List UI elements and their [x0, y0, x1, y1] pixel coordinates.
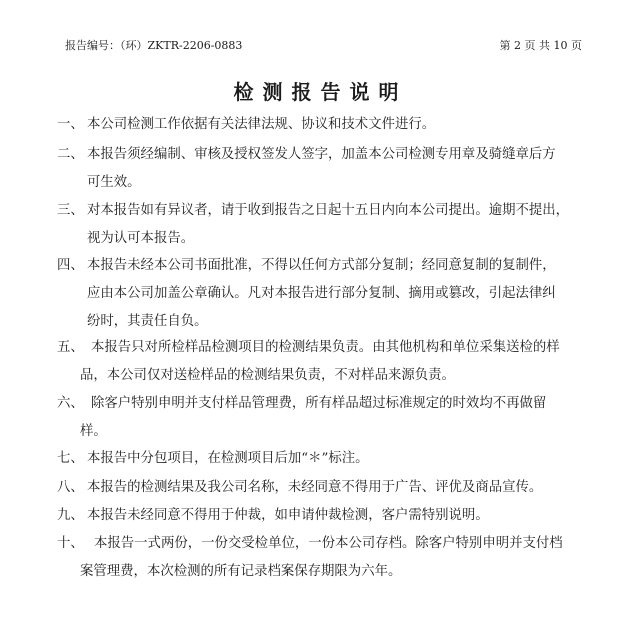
document-title: 检测报告说明: [233, 80, 408, 104]
item-number: 十、: [57, 536, 84, 551]
item-number: 三、: [57, 203, 84, 218]
item-text: 应由本公司加盖公章确认。凡对本报告进行部分复制、摘用或篡改，引起法律纠: [87, 286, 556, 301]
item-text: 可生效。: [87, 175, 141, 190]
item-number: 二、: [57, 147, 84, 162]
item-number: 九、: [57, 508, 84, 523]
item-number: 七、: [57, 451, 84, 466]
item-number: 八、: [57, 480, 84, 495]
item-text: 本报告一式两份，一份交受检单位，一份本公司存档。除客户特别申明并支付档: [94, 536, 563, 551]
item-text: 品，本公司仅对送检样品的检测结果负责，不对样品来源负责。: [80, 368, 455, 383]
item-text: 本报告只对所检样品检测项目的检测结果负责。由其他机构和单位采集送检的样: [91, 340, 560, 355]
item-text: 纷时，其责任自负。: [87, 314, 208, 329]
item-number: 四、: [57, 258, 84, 273]
item-number: 五、: [57, 340, 84, 355]
item-text: 本报告须经编制、审核及授权签发人签字，加盖本公司检测专用章及骑缝章后方: [87, 147, 556, 162]
item-text: 本报告未经本公司书面批准，不得以任何方式部分复制；经同意复制的复制件，: [87, 258, 556, 273]
item-number: 六、: [57, 396, 84, 411]
item-text: 对本报告如有异议者，请于收到报告之日起十五日内向本公司提出。逾期不提出，: [87, 203, 570, 218]
item-text: 本报告未经同意不得用于仲裁，如申请仲裁检测，客户需特别说明。: [87, 508, 489, 523]
item-number: 一、: [57, 117, 84, 132]
item-text: 除客户特别申明并支付样品管理费，所有样品超过标准规定的时效均不再做留: [91, 396, 547, 411]
item-text: 案管理费，本次检测的所有记录档案保存期限为六年。: [80, 564, 402, 579]
item-text: 本公司检测工作依据有关法律法规、协议和技术文件进行。: [87, 117, 436, 132]
item-text: 本报告中分包项目，在检测项目后加“＊”标注。: [87, 451, 369, 466]
report-number: 报告编号：（环）ZKTR-2206-0883: [65, 39, 243, 52]
item-text: 本报告的检测结果及我公司名称，未经同意不得用于广告、评优及商品宣传。: [87, 480, 543, 495]
page-indicator: 第 2 页 共 10 页: [499, 39, 582, 52]
report-header: [0, 37, 641, 53]
item-text: 样。: [80, 424, 107, 439]
item-text: 视为认可本报告。: [87, 231, 195, 246]
